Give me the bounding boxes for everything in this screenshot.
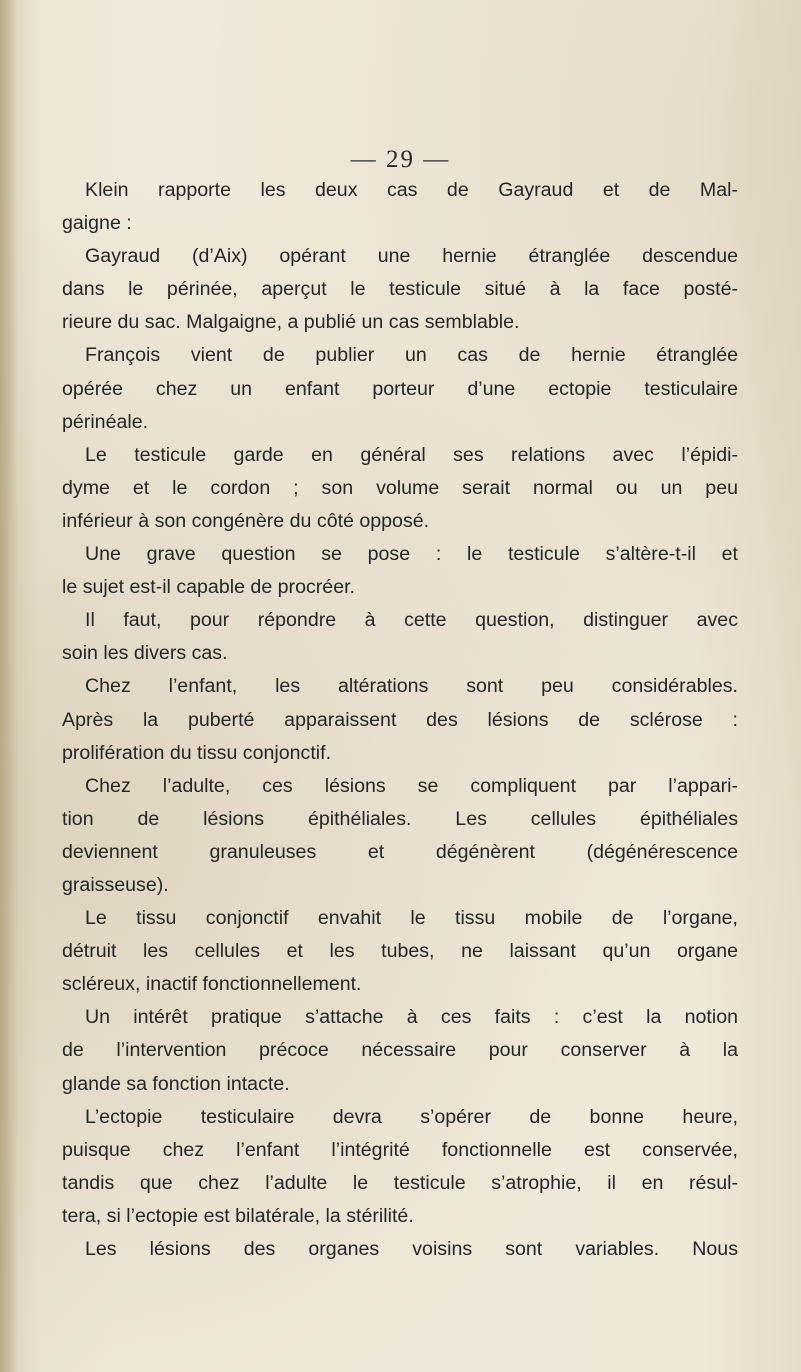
text-line: tion de lésions épithéliales. Les cellules épithéliales — [62, 807, 738, 830]
text-line: Le testicule garde en général ses relations avec l’épidi- — [85, 443, 738, 466]
paragraph — [62, 538, 738, 604]
text-line: périnéale. — [62, 410, 149, 433]
paragraph — [62, 1233, 738, 1266]
text-line: opérée chez un enfant porteur d’une ectopie testiculaire — [62, 377, 738, 400]
text-line: dyme et le cordon ; son volume serait normal ou un peu — [62, 476, 738, 499]
text-line: Chez l’enfant, les altérations sont peu considérables. — [85, 675, 738, 698]
paragraph — [62, 174, 738, 240]
text-line: deviennent granuleuses et dégénèrent (dégénérescence — [62, 840, 738, 863]
paragraph — [62, 240, 738, 339]
text-line: François vient de publier un cas de hernie étranglée — [85, 344, 738, 367]
text-line: Il faut, pour répondre à cette question, distinguer avec — [85, 609, 738, 632]
page-text — [62, 174, 738, 1266]
text-line: puisque chez l’enfant l’intégrité fonctionnelle est conservée, — [62, 1138, 738, 1161]
text-line: détruit les cellules et les tubes, ne laissant qu’un organe — [62, 940, 738, 963]
text-line: inférieur à son congénère du côté opposé. — [62, 509, 430, 532]
text-line: le sujet est-il capable de procréer. — [62, 576, 355, 599]
text-line: tandis que chez l’adulte le testicule s’atrophie, il en résul- — [62, 1171, 738, 1194]
page-number: — 29 — — [350, 146, 451, 173]
text-line: Une grave question se pose : le testicule s’altère-t-il et — [85, 543, 738, 566]
text-line: Un intérêt pratique s’attache à ces faits : c’est la notion — [85, 1006, 738, 1029]
text-line: de l’intervention précoce nécessaire pour conserver à la — [62, 1039, 738, 1062]
text-line: Chez l’adulte, ces lésions se compliquent par l’appari- — [85, 774, 738, 797]
paragraph — [62, 670, 738, 769]
paragraph — [62, 439, 738, 538]
text-line: Le tissu conjonctif envahit le tissu mobile de l’organe, — [85, 907, 738, 930]
text-line: tera, si l’ectopie est bilatérale, la stérilité. — [62, 1204, 414, 1227]
text-line: graisseuse). — [62, 873, 169, 896]
text-line: gaigne : — [62, 212, 132, 235]
text-line: glande sa fonction intacte. — [62, 1072, 290, 1095]
text-line: dans le périnée, aperçut le testicule situé à la face posté- — [62, 278, 738, 301]
paragraph — [62, 1001, 738, 1100]
binding-shadow — [0, 0, 18, 1372]
paragraph — [62, 770, 738, 902]
paragraph — [62, 604, 738, 670]
text-line: scléreux, inactif fonctionnellement. — [62, 973, 362, 996]
text-line: Klein rapporte les deux cas de Gayraud et de Mal- — [85, 179, 738, 201]
paragraph — [62, 902, 738, 1001]
text-line: Après la puberté apparaissent des lésions de sclérose : — [62, 708, 738, 731]
paragraph — [62, 339, 738, 438]
text-line: L’ectopie testiculaire devra s’opérer de bonne heure, — [85, 1105, 738, 1128]
text-line: rieure du sac. Malgaigne, a publié un cas semblable. — [62, 311, 520, 334]
text-line: Les lésions des organes voisins sont variables. Nous — [85, 1238, 738, 1260]
text-line: prolifération du tissu conjonctif. — [62, 741, 332, 764]
text-line: soin les divers cas. — [62, 642, 228, 665]
text-line: Gayraud (d’Aix) opérant une hernie étranglée descendue — [85, 245, 738, 268]
paragraph — [62, 1101, 738, 1233]
